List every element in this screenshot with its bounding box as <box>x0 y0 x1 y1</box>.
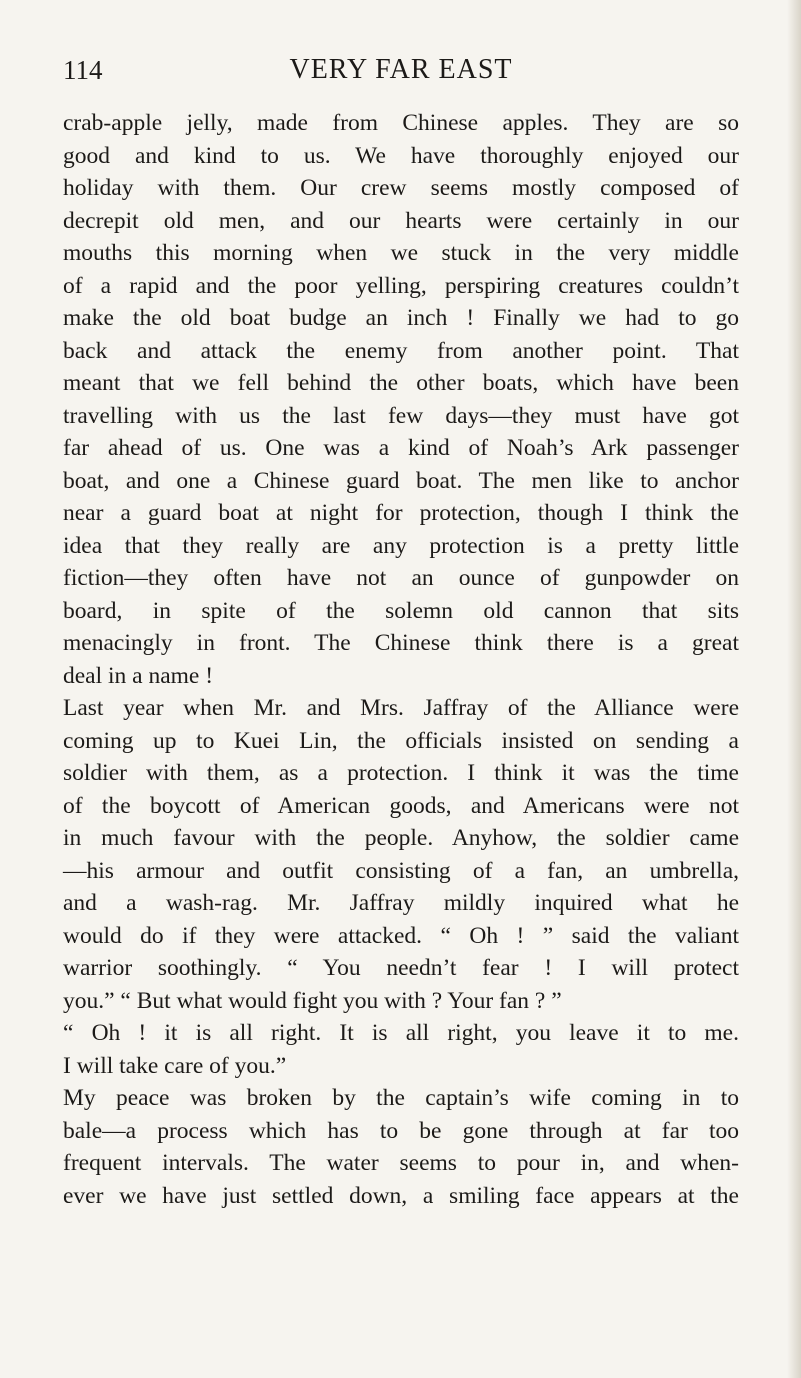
text-line: soldier with them, as a protection. I think it was the time <box>63 760 739 786</box>
text-line: near a guard boat at night for protection, though I think the <box>63 500 739 526</box>
text-line: of the boycott of American goods, and Americans were not <box>63 792 739 819</box>
page-edge-shadow <box>787 0 801 1378</box>
text-line: Last year when Mr. and Mrs. Jaffray of the Alliance were <box>63 695 739 721</box>
text-line: idea that they really are any protection is a pretty little <box>63 532 739 559</box>
text-line: I will take care of you.” <box>63 1052 287 1079</box>
text-line: you.” “ But what would fight you with ? Your fan ? ” <box>63 987 562 1014</box>
text-line: warrior soothingly. “ You needn’t fear ! I will protect <box>63 955 739 981</box>
text-line: mouths this morning when we stuck in the very middle <box>63 240 739 266</box>
text-line: would do if they were attacked. “ Oh ! ” said the valiant <box>63 922 739 949</box>
text-line: of a rapid and the poor yelling, perspiring creatures couldn’t <box>63 272 739 299</box>
text-line: holiday with them. Our crew seems mostly composed of <box>63 175 739 201</box>
text-line: make the old boat budge an inch ! Finally we had to go <box>63 305 739 331</box>
page-header <box>63 50 739 90</box>
text-line: —his armour and outfit consisting of a fan, an umbrella, <box>63 857 739 884</box>
text-line: coming up to Kuei Lin, the officials insisted on sending a <box>63 727 739 754</box>
text-line: decrepit old men, and our hearts were certainly in our <box>63 207 739 234</box>
text-line: ever we have just settled down, a smiling face appears at the <box>63 1182 739 1209</box>
text-line: meant that we fell behind the other boats, which have been <box>63 370 739 396</box>
text-line: boat, and one a Chinese guard boat. The men like to anchor <box>63 467 739 494</box>
text-line: bale—a process which has to be gone through at far too <box>63 1117 739 1144</box>
text-line: board, in spite of the solemn old cannon that sits <box>63 597 739 624</box>
text-line: good and kind to us. We have thoroughly enjoyed our <box>63 142 739 169</box>
text-line: menacingly in front. The Chinese think there is a great <box>63 630 739 656</box>
page-number: 114 <box>63 55 103 85</box>
text-line: back and attack the enemy from another point. That <box>63 337 739 364</box>
running-title: VERY FAR EAST <box>289 54 513 85</box>
body-text <box>63 107 739 1212</box>
text-line: in much favour with the people. Anyhow, the soldier came <box>63 825 739 851</box>
text-line: frequent intervals. The water seems to pour in, and when- <box>63 1150 739 1176</box>
text-line: far ahead of us. One was a kind of Noah’s Ark passenger <box>63 435 739 461</box>
text-line: travelling with us the last few days—they must have got <box>63 402 739 429</box>
text-line: deal in a name ! <box>63 662 214 689</box>
text-line: “ Oh ! it is all right. It is all right, you leave it to me. <box>63 1020 739 1046</box>
text-line: fiction—they often have not an ounce of gunpowder on <box>63 565 739 591</box>
text-line: crab-apple jelly, made from Chinese apples. They are so <box>63 110 739 136</box>
text-line: My peace was broken by the captain’s wife coming in to <box>63 1085 739 1111</box>
text-line: and a wash-rag. Mr. Jaffray mildly inquired what he <box>63 890 739 916</box>
